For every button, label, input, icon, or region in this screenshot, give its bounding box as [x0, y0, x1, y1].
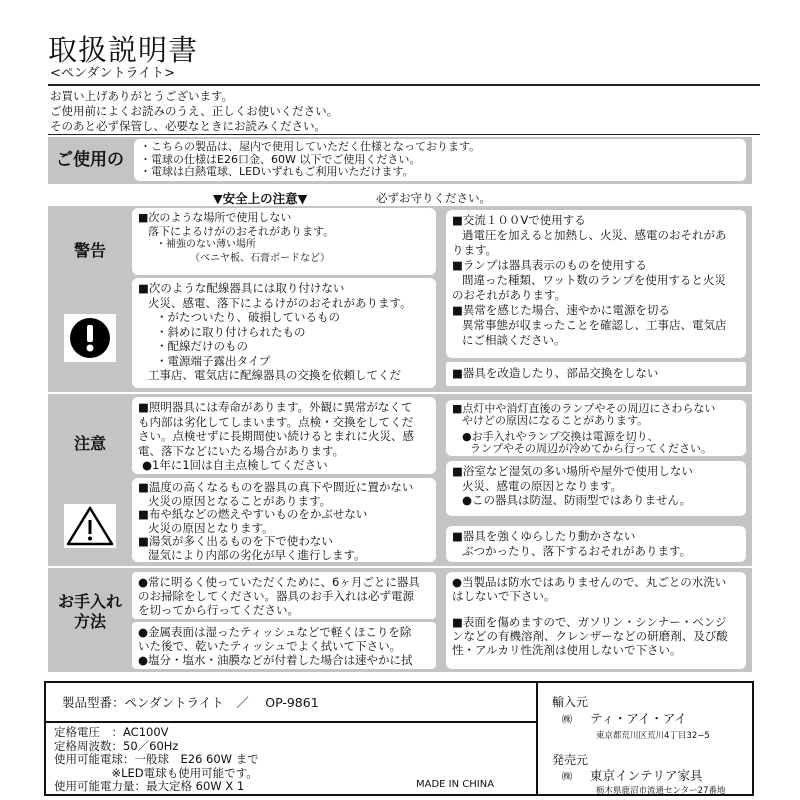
text-line: ・がたついたり、破損しているもの [156, 310, 340, 324]
care-label-line: お手入れ [57, 592, 122, 611]
text-line: ●常に明るく使っていただくために、6ヶ月ごとに器具 [138, 575, 420, 589]
text-line: 性・アルカリ性洗剤は使用しないで下さい。 [452, 643, 682, 657]
caution-left-box-2 [132, 478, 436, 562]
caution-label: 注意 [73, 434, 106, 453]
text-line: 火災、感電、落下によるけがのおそれがあります。 [148, 295, 412, 310]
text-line: ランプやその周辺が冷めてから行ってください。 [470, 442, 712, 455]
text-line: ■次のような配線器具には取り付けない [138, 281, 345, 295]
intro-divider [48, 134, 760, 135]
usage-box [134, 139, 746, 181]
warning-triangle-icon [64, 504, 116, 548]
usage-label: ご使用の [56, 150, 124, 170]
text-line: ●1年に1回は自主点検してください [142, 458, 328, 472]
text-line: 火災の原因となることがあります。 [148, 493, 332, 508]
text-line: ■点灯中や消灯直後のランプやその周辺にさわらない [452, 402, 716, 415]
text-line: ●当製品は防水ではありませんので、丸ごとの水洗い [452, 575, 727, 589]
care-label [48, 592, 132, 632]
text-line: やけどの原因になることがあります。 [462, 414, 649, 427]
usage-line: ・電球の仕様はE26口金、60W 以下でご使用ください。 [140, 152, 421, 166]
text-line: 工事店、電気店に配線器具の交換を依頼してくだ [148, 368, 401, 382]
text-line: にご相談ください。 [462, 333, 566, 347]
text-line: ■照明器具には寿命があります。外観に異常がなくて [138, 400, 413, 414]
page-title: 取扱説明書 [48, 33, 199, 67]
text-line: ■次のような場所で使用しない [138, 211, 292, 224]
warning-left-box-1 [132, 208, 436, 275]
caution-right-box-3 [446, 526, 746, 562]
text-line: ります。 [452, 243, 498, 257]
spec-line: 使用可能電球：一般球 E26 60W まで [54, 752, 259, 766]
text-line: ・斜めに取り付けられたもの [156, 324, 306, 339]
text-line: ■器具を強くゆらしたり動かさない [452, 529, 636, 543]
text-line: ・電源端子露出タイプ [156, 353, 271, 368]
care-left-box-1 [132, 572, 436, 619]
text-line: のおそれがあります。 [452, 288, 567, 302]
text-line: 間違った種類、ワット数のランプを使用すると火災 [462, 273, 726, 287]
importer-label: 輸入元 [552, 695, 589, 709]
seller-address: 栃木県鹿沼市流通センター27番地 [596, 786, 726, 796]
text-line: ぶつかったり、落下するおそれがあります。 [462, 543, 692, 558]
text-line: 落下によるけがのおそれがあります。 [148, 224, 335, 238]
text-line: ■表面を傷めますので、ガソリン・シンナー・ベンジ [452, 615, 727, 629]
text-line: ●金属表面は湿ったティッシュなどで軽くほこりを除 [138, 625, 412, 639]
model-number: 製品型番：ペンダントライト ／ OP-9861 [62, 695, 319, 710]
text-line: さい。点検せずに長期間使い続けるとまれに火災、感 [138, 429, 414, 443]
text-line: 湿気により内部の劣化が早く進行します。 [148, 547, 366, 562]
text-line: 火災の原因となります。 [148, 520, 274, 535]
text-line: ・配線だけのもの [156, 339, 248, 353]
text-line: ●塩分・塩水・油膜などが付着した場合は速やかに拭 [138, 653, 413, 667]
text-line: 火災、感電の原因となります。 [462, 478, 623, 493]
intro-line: ご使用前によくお読みのうえ、正しくお使いください。 [50, 104, 339, 118]
text-line: ・補強のない薄い場所 [156, 239, 256, 250]
seller-label: 発売元 [552, 753, 589, 767]
spec-line: 定格周波数：50／60Hz [54, 738, 179, 753]
intro-line: そのあと必ず保管し、必要なときにお読みください。 [50, 119, 326, 133]
text-line: ■温度の高くなるものを器具の真下や間近に置かない [138, 480, 414, 494]
caution-right-box-1 [446, 400, 746, 456]
caution-right-box-2 [446, 461, 746, 516]
importer-kabu: ㈱ [562, 715, 572, 726]
safety-heading: ▼安全上の注意▼ [213, 191, 308, 206]
text-line: ■ランプは器具表示のものを使用する [452, 258, 647, 272]
caution-left-box-1 [132, 397, 436, 474]
care-right-box [446, 572, 746, 669]
text-line: を切ってから行ってください。 [138, 603, 299, 617]
text-line: （ベニヤ板、石膏ボードなど） [190, 252, 330, 264]
spec-lines [54, 726, 259, 794]
safety-note: 必ずお守りください。 [376, 191, 491, 205]
spec-line: ※LED電球も使用可能です。 [54, 765, 258, 780]
intro-line: お買い上げありがとうございます。 [50, 89, 234, 103]
warning-left-box-2 [132, 278, 436, 388]
text-line: も内部は劣化してしまいます。点検・交換をしてくだ [138, 414, 414, 429]
text-line: 電、落下などにいたる場合があります。 [138, 443, 345, 458]
exclamation-circle-icon [64, 314, 116, 362]
importer-address: 東京都荒川区荒川4丁目32−5 [596, 731, 710, 741]
text-line: 異常事態が収まったことを確認し、工事店、電気店 [462, 318, 727, 332]
text-line: はしないで下さい。 [452, 589, 556, 603]
care-label-line: 方法 [73, 612, 106, 631]
warning-label: 警告 [73, 241, 106, 260]
text-line: 過電圧を加えると加熱し、火災、感電のおそれがあ [462, 228, 727, 242]
page-subtitle: <ペンダントライト> [50, 66, 176, 81]
spec-line: 定格電圧 ：AC100V [54, 725, 169, 739]
text-line: ンなどの有機溶剤、クレンザーなどの研磨剤、及び酸 [452, 629, 728, 643]
text-line: ●お手入れやランプ交換は電源を切り、 [462, 430, 659, 443]
text-line: ■布や紙などの燃えやすいものをかぶせない [138, 507, 368, 521]
warning-right-box-2 [446, 362, 746, 386]
usage-line: ・電球は白熱電球、LEDいずれもご利用いただけます。 [140, 165, 414, 178]
usage-line: ・こちらの製品は、屋内で使用していただく仕様となっております。 [140, 140, 481, 153]
spec-box [44, 721, 538, 796]
text-line: ■浴室など湿気の多い場所や屋外で使用しない [452, 464, 693, 478]
made-in-label: MADE IN CHINA [416, 779, 495, 790]
header-divider [48, 84, 760, 86]
text-line: ■器具を改造したり、部品交換をしない [452, 366, 659, 380]
text-line: ■交流１００Vで使用する [452, 213, 586, 227]
warning-right-box-1 [446, 210, 746, 358]
text-line: ■湯気が多く出るものを下で使わない [138, 534, 333, 548]
seller-kabu: ㈱ [562, 772, 572, 783]
text-line: ■異常を感じた場合、速やかに電源を切る [452, 303, 670, 317]
text-line: のお掃除をしてください。器具のお手入れは必ず電源 [138, 589, 414, 603]
intro-text [50, 89, 338, 134]
seller-name: 東京インテリア家具 [590, 768, 703, 783]
model-box [44, 681, 538, 723]
company-box [536, 681, 754, 796]
spec-line: 使用可能電力量：最大定格 60W X 1 [54, 779, 245, 793]
text-line: ●この器具は防湿、防雨型ではありません。 [462, 493, 692, 507]
text-line: いた後で、乾いたティッシュでよく拭いて下さい。 [138, 639, 402, 653]
care-left-box-2 [132, 622, 436, 669]
importer-name: ティ・アイ・アイ [590, 711, 687, 726]
